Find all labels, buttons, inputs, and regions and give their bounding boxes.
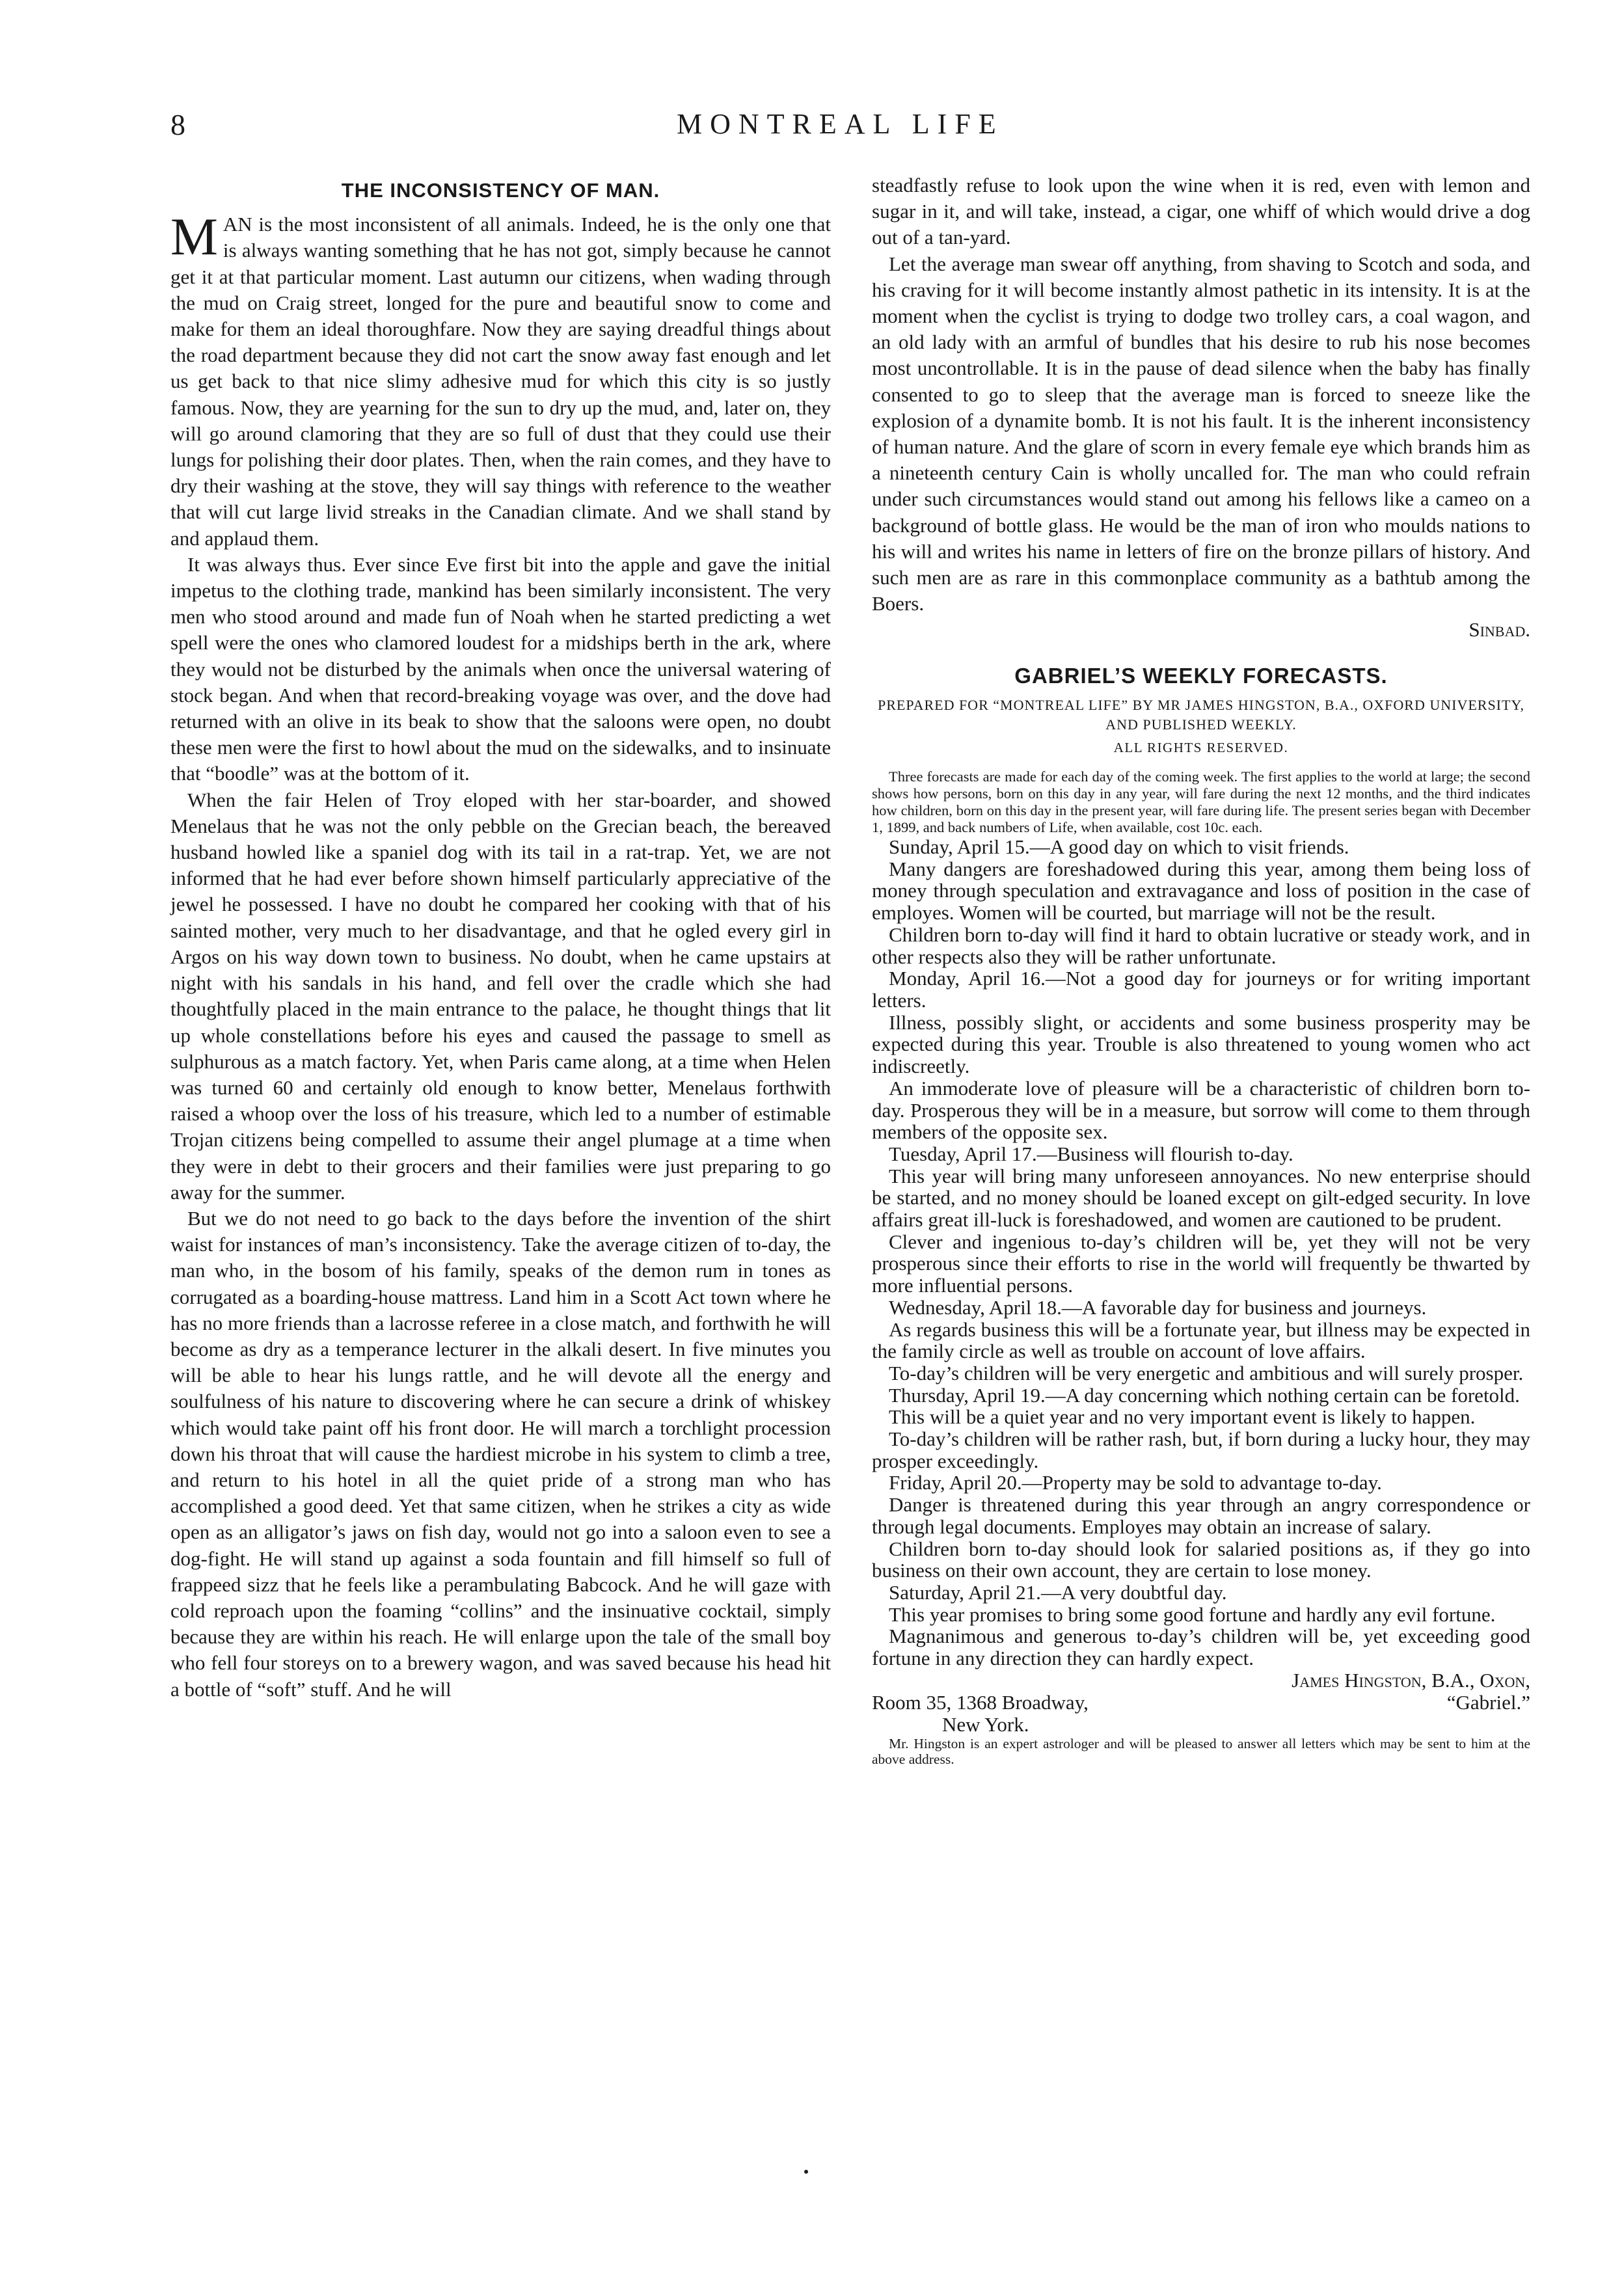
article-paragraph (170, 207, 831, 552)
page-header (0, 107, 1624, 153)
pseudonym: “Gabriel.” (1446, 1690, 1530, 1714)
article-signature: Sinbad. (1468, 618, 1530, 642)
forecast-paragraph: This will be a quiet year and no very important event is likely to happen. (889, 1405, 1476, 1429)
article-paragraph: But we do not need to go back to the days before the invention of the shirt waist for instances of man’s inconsistency. Take the average citizen of to-day, the man who, in the bosom of his family, speaks of the demon rum in tones as corrugated as a boarding-house mattress. Land him in a Scott Act town where he has no more friends than a lacrosse referee in a close match, and forthwith he will become as dry as a temperance lecturer in the alkali desert. In five minutes you will be able to hear his lungs rattle, and he will devote all the energy and soulfulness of his nature to discovering where he can secure a drink of whiskey which would take paint off his front door. He will march a torchlight procession down his throat that will cause the hardiest microbe in his system to climb a tree, and return to his hotel in all the quiet pride of a strong man who has accomplished a good deed. Yet that same citizen, when he strikes a city as wide open as an alligator’s jaws on fish day, would not go into a saloon even to see a dog-fight. He will stand up against a soda fountain and fill himself so full of frappeed sizz that he feels like a perambulating Babcock. And he will gaze with cold reproach upon the foaming “collins” and the insinuative cocktail, simply because they are within his reach. He will enlarge upon the tale of the small boy who fell four storeys on to a brewery wagon, and was saved because his head hit a bottle of “soft” stuff. And he will (170, 1206, 831, 1701)
forecast-paragraph: Many dangers are foreshadowed during this year, among them being loss of money through speculation and extravagance and loss of position in the case of employes. Women will be courted, but marriage will not be the result. (872, 857, 1530, 925)
article-paragraph: When the fair Helen of Troy eloped with her star-boarder, and showed Menelaus that he was not the only pebble on the Grecian beach, the bereaved husband howled like a spaniel dog with its tail in a rat-trap. Yet, we are not informed that he had ever before shown himself particularly appreciative of the jewel he possessed. I have no doubt he compared her cooking with that of his sainted mother, very much to her disadvantage, and that he ogled every girl in Argos on his way down town to business. No doubt, when he came upstairs at night with his sandals in his hand, and fell over the cradle which she had thoughtfully placed in the main entrance to the palace, he thought things that lit up whole constellations before his eyes and caused the passage to smell as sulphurous as a match factory. Yet, when Paris came along, at a time when Helen was turned 60 and certainly old enough to know better, Menelaus forthwith raised a whoop over the loss of his treasure, which led to a number of estimable Trojan citizens being compelled to assume their angel plumage at a time when they were in debt to their grocers and their families were just preparing to go away for the summer. (170, 788, 831, 1204)
article-paragraph: Let the average man swear off anything, from shaving to Scotch and soda, and his craving for it will become instantly almost pathetic in its intensity. It is at the moment when the cyclist is trying to dodge two trolley cars, a coal wagon, and an old lady with an armful of bundles that his desire to rub his nose becomes most uncontrollable. It is in the pause of dead silence when the baby has finally consented to go to sleep that the average man is forced to sneeze like the explosion of a dynamite bomb. It is not his fault. It is the inherent inconsistency of human nature. And the glare of scorn in every female eye which brands him as a nineteenth century Cain is wholly uncalled for. The man who could refrain under such circumstances would stand out among his fellows like a cameo on a background of bottle glass. He would be the man of iron who moulds nations to his will and writes his name in letters of fire on the bronze pillars of history. And such men are as rare in this commonplace community as a bathtub among the Boers. (872, 252, 1530, 615)
left-column (170, 172, 831, 1703)
forecast-paragraph: Tuesday, April 17.—Business will flourish to-day. (889, 1142, 1293, 1165)
article-paragraph: It was always thus. Ever since Eve first bit into the apple and gave the initial impetus to the clothing trade, mankind has been similarly inconsistent. The very men who stood around and made fun of Noah when he started predicting a wet spell were the ones who clamored loudest for a midships berth in the ark, where they would not be disturbed by the animals when once the universal watering of stock began. And when that record-breaking voyage was over, and the dove had returned with an olive in its beak to show that the saloons were open, no doubt these men were the first to howl about the mud on the sidewalks, and to insinuate that “boodle” was at the bottom of it. (170, 552, 831, 785)
forecast-paragraph: Friday, April 20.—Property may be sold to advantage to-day. (889, 1471, 1382, 1494)
forecast-paragraph: An immoderate love of pleasure will be a characteristic of children born to-day. Prosperous they will be in a measure, but sorrow will come to them through members of the opposite sex. (872, 1076, 1530, 1144)
address-line: Room 35, 1368 Broadway, (872, 1690, 1089, 1714)
page-number: 8 (170, 108, 187, 141)
author-address (872, 1692, 1530, 1736)
right-column (872, 172, 1530, 1767)
author-signature: James Hingston, B.A., Oxon, (1292, 1668, 1530, 1692)
footnote: Mr. Hingston is an expert astrologer and will be pleased to answer all letters which may be sent to him at the above address. (872, 1735, 1530, 1767)
forecast-paragraph: Monday, April 16.—Not a good day for journeys or for writing important letters. (872, 967, 1530, 1012)
forecast-paragraph: Saturday, April 21.—A very doubtful day. (889, 1580, 1227, 1604)
forecast-paragraph: Clever and ingenious to-day’s children will be, yet they will not be very prosperous since their efforts to rise in the world will frequently be thwarted by more influential persons. (872, 1230, 1530, 1297)
address-city: New York. (942, 1712, 1029, 1736)
forecast-paragraph: Danger is threatened during this year through an angry correspondence or through legal documents. Employes may obtain an increase of salary. (872, 1493, 1530, 1538)
forecasts-intro: Three forecasts are made for each day of the coming week. The first applies to the world at large; the second shows how persons, born on this day in any year, will fare during the next 12 months, and the third indicates how children, born on this day in the present year, will fare during life. The present series began with December 1, 1899, and back numbers of Life, when available, cost 10c. each. (872, 768, 1530, 836)
forecast-paragraph: Magnanimous and generous to-day’s children will be, yet exceeding good fortune in any direction they can hardly expect. (872, 1625, 1530, 1670)
forecasts-heading: GABRIEL’S WEEKLY FORECASTS. (1014, 663, 1388, 688)
print-dot (804, 2170, 808, 2174)
dropcap-letter: M (170, 207, 218, 267)
forecast-paragraph: As regards business this will be a fortunate year, but illness may be expected in the family circle as well as trouble on account of love affairs. (872, 1317, 1530, 1363)
forecast-paragraph: To-day’s children will be very energetic and ambitious and will surely prosper. (889, 1361, 1524, 1384)
forecast-paragraph: Illness, possibly slight, or accidents and some business prosperity may be expected during this year. Trouble is also threatened to young women who act indiscreetly. (872, 1010, 1530, 1078)
article-paragraph-continued: steadfastly refuse to look upon the wine when it is red, even with lemon and sugar in it, and will take, instead, a cigar, one whiff of which would drive a dog out of a tan-yard. (872, 174, 1530, 249)
article-heading: THE INCONSISTENCY OF MAN. (341, 179, 660, 202)
forecast-paragraph: Sunday, April 15.—A good day on which to visit friends. (889, 835, 1349, 859)
forecast-paragraph: To-day’s children will be rather rash, but, if born during a lucky hour, they may prosper exceedingly. (872, 1427, 1530, 1472)
forecasts-body (872, 836, 1530, 1669)
forecast-paragraph: Children born to-day will find it hard to obtain lucrative or steady work, and in other respects also they will be rather unfortunate. (872, 923, 1530, 968)
forecast-paragraph: This year promises to bring some good fortune and hardly any evil fortune. (889, 1602, 1496, 1626)
forecast-paragraph: Thursday, April 19.—A day concerning which nothing certain can be foretold. (889, 1383, 1520, 1407)
rights-notice: ALL RIGHTS RESERVED. (1113, 739, 1289, 755)
forecast-paragraph: Children born to-day should look for salaried positions as, if they go into business on their own account, they are certain to lose money. (872, 1537, 1530, 1582)
article-paragraph-text: AN is the most inconsistent of all animals. Indeed, he is the only one that is always wanting something that he has not got, simply because he cannot get it at that particular moment. Last autumn our citizens, when wading through the mud on Craig street, longed for the pure and beautiful snow to come and make for them an ideal thoroughfare. Now they are saying dreadful things about the road department because they did not cart the snow away fast enough and let us get back to that nice slimy adhesive mud for which this city is so justly famous. Now, they are yearning for the sun to dry up the mud, and, later on, they will go around clamoring that they are so full of dust that they could use their lungs for polishing their door plates. Then, when the rain comes, and they have to dry their washing at the stove, they will say things with reference to the weather that will cut large livid streaks in the Canadian climate. And we shall stand by and applaud them. (170, 213, 831, 550)
forecast-paragraph: This year will bring many unforeseen annoyances. No new enterprise should be started, and no money should be loaned except on gilt-edged security. In love affairs great ill-luck is foreshadowed, and women are cautioned to be prudent. (872, 1164, 1530, 1232)
forecasts-byline: PREPARED FOR “MONTREAL LIFE” BY MR JAMES HINGSTON, B.A., OXFORD UNIVERSITY, AND PUBLISHED WEEKLY. (878, 696, 1524, 733)
running-title: MONTREAL LIFE (677, 108, 1004, 140)
forecast-paragraph: Wednesday, April 18.—A favorable day for business and journeys. (889, 1295, 1427, 1319)
